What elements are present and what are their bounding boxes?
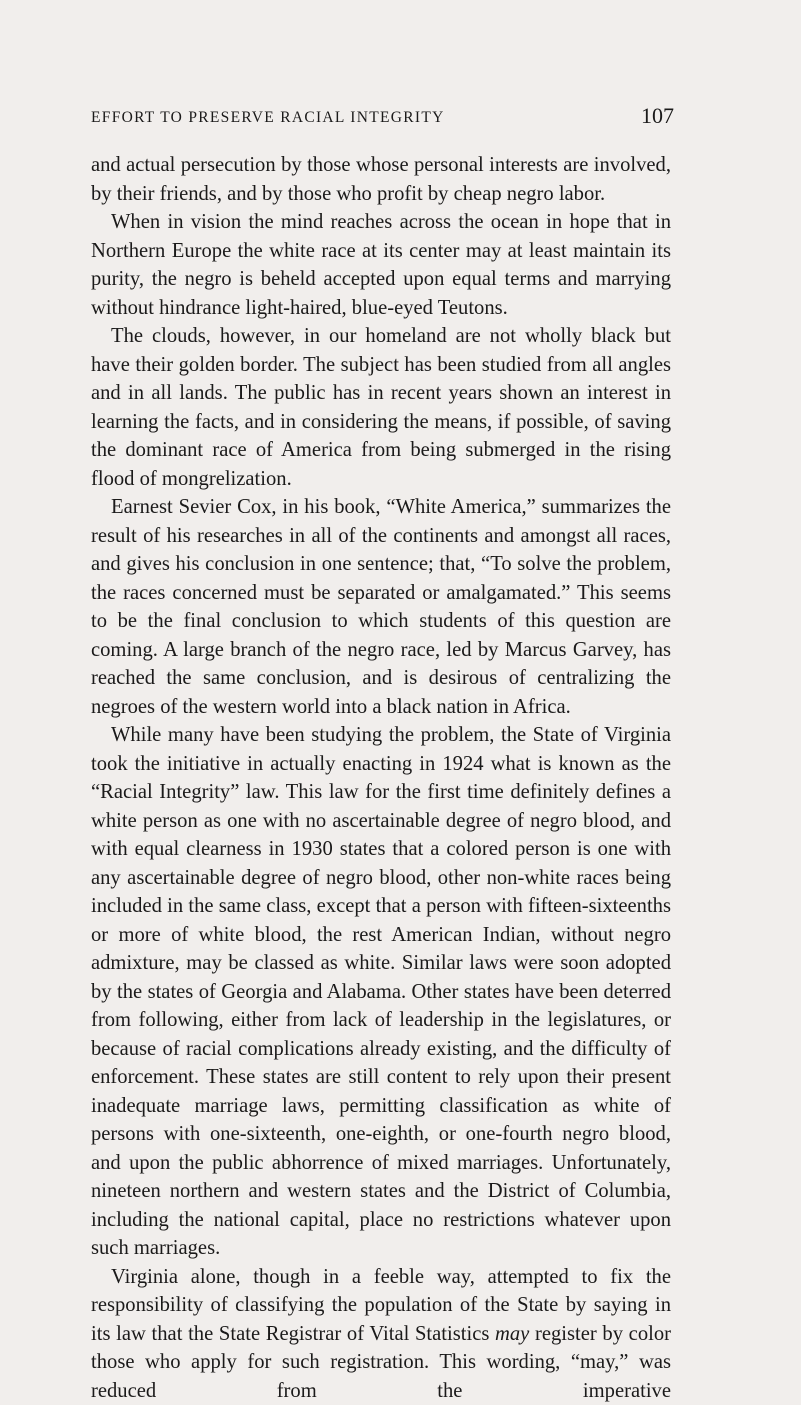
emphasized-word: may (495, 1323, 529, 1345)
paragraph-white-america: Earnest Sevier Cox, in his book, “White America,” summarizes the result of his researches in all of the continents and amongst all races, and gives his conclusion in one sentence; that, “To solve the problem, the races concerned must be separated or amalgamated.” This seems to be the final conclusion to which students of this question are coming. A large branch of the negro race, led by Marcus Garvey, has reached the same conclusion, and is desirous of centralizing the negroes of the western world into a black nation in Africa. (91, 493, 671, 721)
paragraph-text-start: Virginia alone, though in a feeble way, attempted to fix the responsibility of classifying the population of the State by saying in its law that the State Registrar of Vital Statistics (91, 1266, 671, 1345)
paragraph-racial-integrity-law: While many have been studying the problem, the State of Virginia took the initiative in actually enacting in 1924 what is known as the “Racial Integrity” law. This law for the first time definitely defines a white person as one with no ascertainable degree of negro blood, and with equal clearness in 1930 states that a colored person is one with any ascertainable degree of negro blood, other non-white races being included in the same class, except that a person with fifteen-sixteenths or more of white blood, the rest American Indian, without negro admixture, may be classed as white. Similar laws were soon adopted by the states of Georgia and Alabama. Other states have been deterred from following, either from lack of leadership in the legislatures, or because of racial complications already existing, and the difficulty of enforcement. These states are still content to rely upon their present inadequate marriage laws, permitting classification as white of persons with one-sixteenth, one-eighth, or one-fourth negro blood, and upon the public abhorrence of mixed marriages. Unfortunately, nineteen northern and western states and the District of Columbia, including the national capital, place no restrictions whatever upon such marriages. (91, 721, 671, 1263)
body-text (91, 151, 671, 1405)
page-number: 107 (641, 103, 674, 129)
paragraph-northern-europe: When in vision the mind reaches across the ocean in hope that in Northern Europe the white race at its center may at least maintain its purity, the negro is beheld accepted upon equal terms and marrying without hindrance light-haired, blue-eyed Teutons. (91, 208, 671, 322)
paragraph-virginia-registration (91, 1263, 671, 1405)
paragraph-continuation: and actual persecution by those whose personal interests are involved, by their friends, and by those who profit by cheap negro labor. (91, 151, 671, 208)
paragraph-golden-border: The clouds, however, in our homeland are not wholly black but have their golden border. The subject has been studied from all angles and in all lands. The public has in recent years shown an interest in learning the facts, and in considering the means, if possible, of saving the dominant race of America from being submerged in the rising flood of mongrelization. (91, 322, 671, 493)
running-title: EFFORT TO PRESERVE RACIAL INTEGRITY (91, 109, 445, 127)
paragraph-text-end: register by color those who apply for such registration. This wording, “may,” was reduced from the imperative (91, 1323, 671, 1402)
running-head (0, 103, 801, 135)
